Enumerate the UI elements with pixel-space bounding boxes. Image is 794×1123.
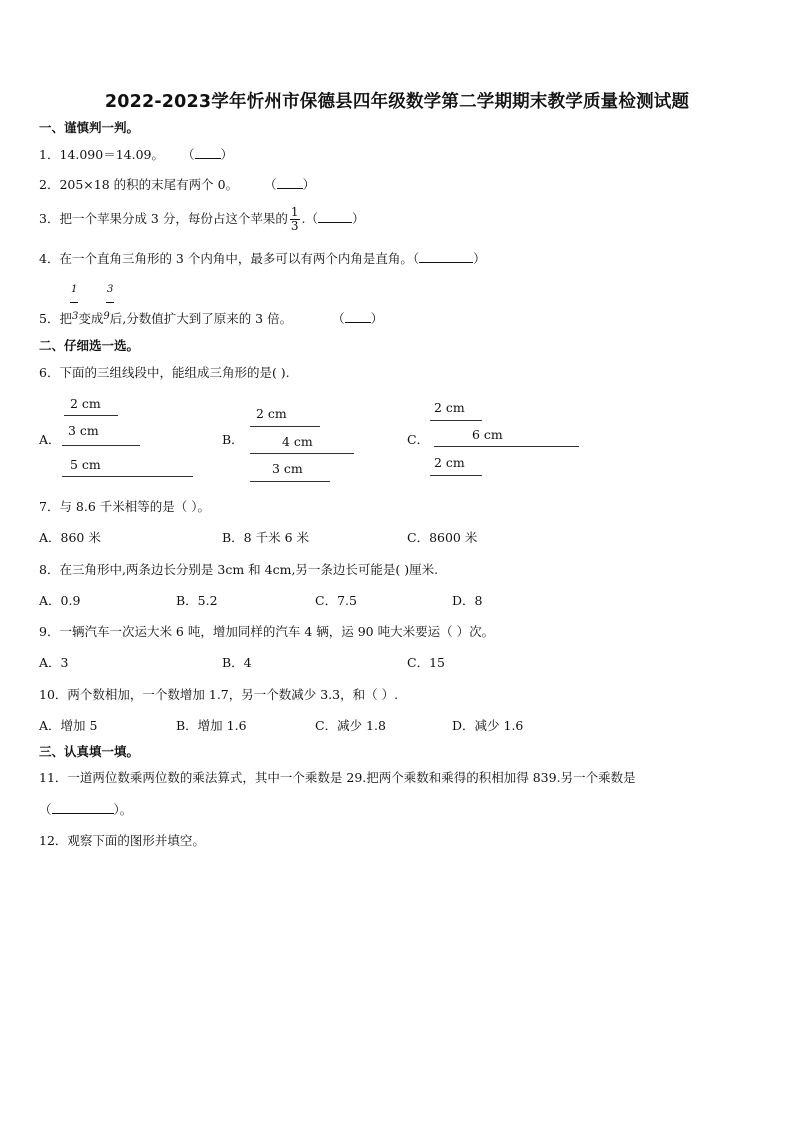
q6-option-b-label[interactable]: B． (222, 432, 244, 447)
q5-frac1-denominator: 3 (71, 311, 79, 322)
answer-blank-5[interactable] (345, 309, 371, 323)
question-4-text: 4．在一个直角三角形的 3 个内角中，最多可以有两个内角是直角。（ (39, 251, 420, 266)
question-5-mid: 变成 (78, 311, 104, 326)
q6-b-segment-3-label: 3 cm (272, 461, 303, 476)
q6-a-segment-2 (62, 445, 140, 446)
question-1-text: 1．14.090＝14.09。 (39, 147, 164, 162)
question-1 (39, 145, 233, 164)
q10-option-c[interactable]: C．减少 1.8 (315, 718, 386, 733)
q5-frac2-numerator: 3 (107, 284, 114, 295)
question-4 (39, 249, 486, 268)
question-1-paren-close: ） (220, 147, 234, 162)
section-heading-choose: 二、仔细选一选。 (39, 338, 140, 353)
q6-a-segment-3-label: 5 cm (70, 457, 101, 472)
fraction-one-third: $\frac{1}{3}$ (290, 205, 299, 233)
question-4-paren-close: ） (473, 251, 486, 266)
q10-option-d[interactable]: D．减少 1.6 (452, 718, 524, 733)
question-3 (39, 204, 365, 234)
q6-c-segment-2-label: 6 cm (472, 427, 503, 442)
q6-b-segment-1-label: 2 cm (256, 406, 287, 421)
q5-frac1-numerator: 1 (71, 284, 78, 295)
question-2-paren-close: ） (302, 177, 316, 192)
question-12: 12．观察下面的图形并填空。 (39, 833, 205, 848)
q6-c-segment-3-label: 2 cm (434, 455, 465, 470)
question-5 (39, 308, 383, 328)
q6-b-segment-1 (250, 426, 320, 427)
q8-option-d[interactable]: D．8 (452, 593, 483, 608)
q6-b-segment-3 (250, 481, 330, 482)
q6-option-a-label[interactable]: A． (39, 432, 61, 447)
question-8: 8．在三角形中,两条边长分别是 3cm 和 4cm,另一条边长可能是( )厘米. (39, 562, 439, 577)
question-7: 7．与 8.6 千米相等的是（ ）。 (39, 499, 211, 514)
q5-frac2-denominator: 9 (103, 311, 110, 322)
q6-a-segment-1-label: 2 cm (70, 396, 101, 411)
answer-blank-11[interactable] (52, 800, 114, 814)
q6-option-c-label[interactable]: C． (407, 432, 430, 447)
question-2-text: 2．205×18 的积的末尾有两个 0。 (39, 177, 239, 192)
question-6: 6．下面的三组线段中，能组成三角形的是( ). (39, 365, 290, 380)
answer-blank-2[interactable] (277, 175, 303, 189)
q5-frac2-bar (106, 302, 114, 303)
section-heading-fill: 三、认真填一填。 (39, 744, 140, 759)
question-2-paren-open: （ (264, 177, 277, 192)
q6-c-segment-1-label: 2 cm (434, 400, 465, 415)
q6-a-segment-1 (64, 415, 118, 416)
q6-c-segment-3 (430, 475, 482, 476)
q6-b-segment-2-label: 4 cm (282, 434, 313, 449)
answer-blank-4[interactable] (419, 249, 473, 263)
q9-option-b[interactable]: B．4 (222, 655, 252, 670)
q5-frac1-bar (70, 302, 78, 303)
question-11-paren-close: ）。 (113, 802, 133, 817)
question-3-paren-close: ） (351, 211, 365, 226)
answer-blank-1[interactable] (195, 145, 221, 159)
question-2 (39, 175, 315, 194)
q6-a-segment-2-label: 3 cm (68, 423, 99, 438)
question-10: 10．两个数相加，一个数增加 1.7，另一个数减少 3.3，和（ ）. (39, 687, 399, 702)
question-5-post: 后,分数值扩大到了原来的 3 倍。 (109, 311, 293, 326)
question-5-paren-open: （ (332, 311, 345, 326)
question-11-paren-open: （ (39, 802, 52, 817)
q6-c-segment-1 (430, 420, 482, 421)
q7-option-c[interactable]: C．8600 米 (407, 530, 478, 545)
q7-option-a[interactable]: A．860 米 (39, 530, 101, 545)
q6-a-segment-3 (62, 476, 193, 477)
q8-option-c[interactable]: C．7.5 (315, 593, 357, 608)
q7-option-b[interactable]: B．8 千米 6 米 (222, 530, 310, 545)
question-9: 9．一辆汽车一次运大米 6 吨，增加同样的汽车 4 辆，运 90 吨大米要运（ ）次。 (39, 624, 495, 639)
q8-option-a[interactable]: A．0.9 (39, 593, 81, 608)
question-5-paren-close: ） (370, 311, 384, 326)
q6-c-segment-2 (434, 446, 579, 447)
question-3-tail: .（ (301, 211, 318, 226)
question-5-pre: 5．把 (39, 311, 72, 326)
q9-option-a[interactable]: A．3 (39, 655, 69, 670)
question-11-answer-line (39, 800, 132, 819)
section-heading-judge: 一、谨慎判一判。 (39, 120, 140, 135)
q10-option-a[interactable]: A．增加 5 (39, 718, 98, 733)
question-1-paren-open: （ (181, 147, 195, 162)
question-3-text: 3．把一个苹果分成 3 分，每份占这个苹果的 (39, 211, 288, 226)
q10-option-b[interactable]: B．增加 1.6 (176, 718, 247, 733)
question-11: 11．一道两位数乘两位数的乘法算式，其中一个乘数是 29.把两个乘数和乘得的积相加得 839.另一个乘数是 (39, 770, 636, 785)
answer-blank-3[interactable] (318, 209, 352, 223)
q8-option-b[interactable]: B．5.2 (176, 593, 218, 608)
q6-b-segment-2 (250, 453, 354, 454)
page-title: 2022-2023学年忻州市保德县四年级数学第二学期期末教学质量检测试题 (104, 92, 690, 112)
q9-option-c[interactable]: C．15 (407, 655, 445, 670)
